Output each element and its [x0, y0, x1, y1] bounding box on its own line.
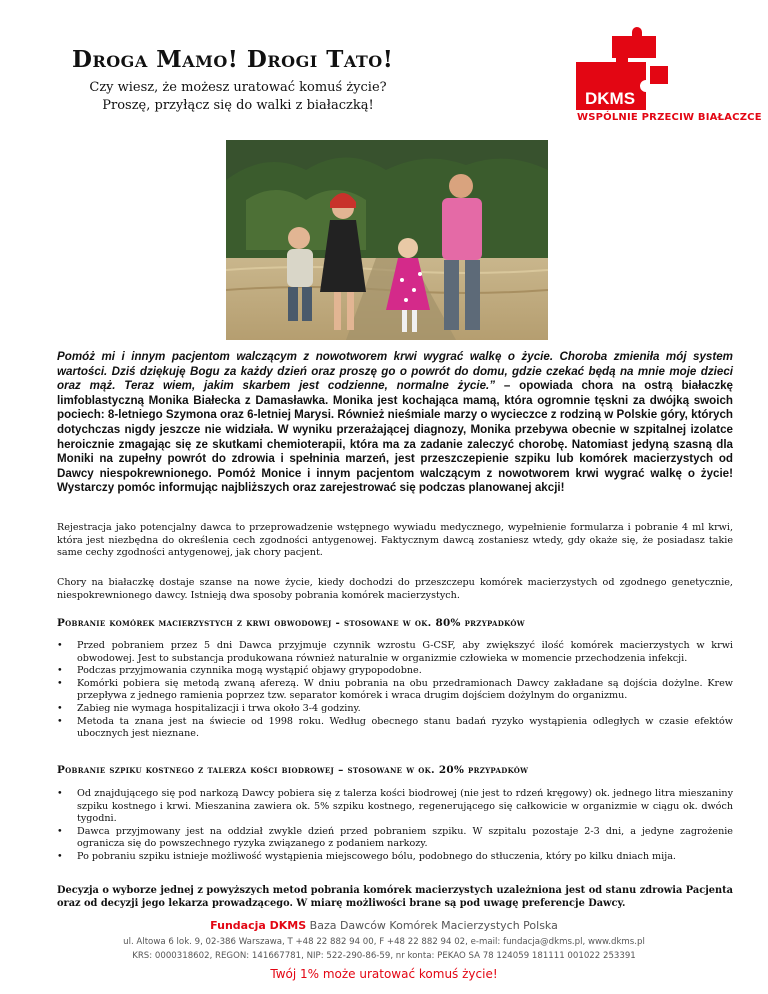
bullet-icon: •: [57, 825, 63, 837]
bullet-icon: •: [57, 677, 63, 689]
list-item: • Dawca przyjmowany jest na oddział zwykle dzień przed pobraniem szpiku. W szpitalu pozostaje 2-3 dni, a jedyne zagrożenie ogranicza się do powszechnego ryzyka związanego z podaniem narkozy.: [57, 825, 733, 850]
list-item: • Po pobraniu szpiku istnieje możliwość wystąpienia miejscowego bólu, podobnego do stłuczenia, który po kilku dniach mija.: [57, 850, 676, 862]
footer-slogan: Twój 1% może uratować komuś życie!: [270, 967, 498, 981]
bullet-icon: •: [57, 702, 63, 714]
footer-organization: [0, 919, 768, 932]
footer-address: ul. Altowa 6 lok. 9, 02-386 Warszawa, T +48 22 882 94 00, F +48 22 882 94 02, e-mail: fundacja@dkms.pl, www.dkms.pl: [123, 937, 645, 947]
bullet-icon: •: [57, 640, 63, 651]
bullet-icon: •: [57, 850, 63, 862]
page-title: Droga Mamo! Drogi Tato!: [72, 46, 394, 73]
footer-registry-ids: KRS: 0000318602, REGON: 141667781, NIP: 522-290-86-59, nr konta: PEKAO SA 78 124059 181111 001022 253391: [132, 951, 636, 961]
list-item: • Przed pobraniem przez 5 dni Dawca przyjmuje czynnik wzrostu G-CSF, aby zwiększyć ilość komórek macierzystych w krwi obwodowej. Jest to substancja produkowana również naturalnie w organizmie człowieka w momencie przechodzenia infekcji.: [57, 640, 733, 664]
bullet-icon: •: [57, 665, 63, 677]
subtitle-question: Czy wiesz, że możesz uratować komuś życie?: [89, 80, 387, 95]
subtitle-appeal: Proszę, przyłącz się do walki z białaczką!: [102, 98, 374, 113]
bullet-icon: •: [57, 715, 63, 727]
bone-marrow-list: [57, 788, 733, 864]
peripheral-blood-list: [57, 640, 733, 741]
list-item: • Komórki pobiera się metodą zwaną aferezą. W dniu pobrania na obu przedramionach Dawcy zakładane są dojścia dożylne. Krew przepływa z jednego ramienia poprzez tzw. separator komórek i wraca drugim dojściem dożylnym do organizmu.: [57, 677, 733, 702]
family-photo: [226, 140, 548, 340]
section-heading-peripheral-blood: Pobranie komórek macierzystych z krwi obwodowej - stosowane w ok. 80% przypadków: [57, 617, 525, 629]
footer-org-name: Fundacja DKMS: [210, 919, 307, 932]
list-item: • Metoda ta znana jest na świecie od 1998 roku. Według obecnego stanu badań ryzyko wystąpienia odległych w czasie efektów ubocznych jest nieznane.: [57, 715, 733, 740]
logo-tagline: WSPÓLNIE PRZECIW BIAŁACZCE: [577, 112, 762, 123]
puzzle-piece-small: [650, 66, 668, 84]
bullet-icon: •: [57, 788, 63, 799]
list-item: • Zabieg nie wymaga hospitalizacji i trwa około 3-4 godziny.: [57, 702, 361, 714]
puzzle-piece-top: [612, 27, 656, 58]
logo-brand: DKMS: [585, 89, 636, 108]
section-heading-bone-marrow: Pobranie szpiku kostnego z talerza kości biodrowej – stosowane w ok. 20% przypadków: [57, 764, 529, 776]
registration-paragraph: Rejestracja jako potencjalny dawca to przeprowadzenie wstępnego wywiadu medycznego, wypełnienie formularza i pobranie 4 ml krwi, która jest niezbędna do określenia cech zgodności antygenowej. Faktycznym dawcą zostaniesz wtedy, gdy okaże się, że posiadasz takie same cechy zgodności antygenowej, jak chory pacjent.: [57, 522, 733, 559]
closing-paragraph: Decyzja o wyborze jednej z powyższych metod pobrania komórek macierzystych uzależniona jest od stanu zdrowia Pacjenta oraz od decyzji jego lekarza prowadzącego. W miarę możliwości brane są pod uwagę preferencje Dawcy.: [57, 885, 733, 909]
chance-paragraph: Chory na białaczkę dostaje szanse na nowe życie, kiedy dochodzi do przeszczepu komórek macierzystych od zgodnego genetycznie, niespokrewnionego dawcy. Istnieją dwa sposoby pobrania komórek macierzystych.: [57, 577, 733, 601]
list-item: • Od znajdującego się pod narkozą Dawcy pobiera się z talerza kości biodrowej (nie jest to rdzeń kręgowy) ok. jednego litra mieszaniny szpiku kostnego i krwi. Mieszanina zawiera ok. 5% szpiku kostnego, regenerującego się całkowicie w organizmie w ciągu ok. dwóch tygodni.: [57, 788, 733, 825]
list-item: • Podczas przyjmowania czynnika mogą wystąpić objawy grypopodobne.: [57, 665, 422, 677]
story-body: – opowiada chora na ostrą białaczkę limfoblastyczną Monika Białecka z Damasławka. Monika jest kochająca mamą, która ogromnie tęskni za dwójką swoich pociech: 8-letniego Szymona oraz 6-letniej Marysi. Również nieśmiale marzy o wycieczce z rodziną w Polskie góry, których dotychczas nigdy jeszcze nie widziała. W wyniku przerażającej diagnozy, Monika przebywa obecnie w szpitalnej izolatce heroicznie zmagając się ze skutkami chemioterapii, która ma za zadanie zaleczyć chorobę. Natomiast jedyną szasną dla Moniki na zupełny powrót do zdrowia i spełninia marzeń, jest przeszczepienie szpiku lub komórek macierzystych od Dawcy niespokrewnionego. Pomóż Monice i innym pacjentom walczącym z nowotworem krwi wygrać walkę o życie! Wystarczy pomóc informując najbliższych oraz zarejestrować się podczas planowanej akcji!: [57, 379, 734, 495]
story-text: [57, 350, 733, 496]
story-quote: Pomóż mi i innym pacjentom walczącym z nowotworem krwi wygrać walkę o życie. Choroba zmieniła mój system wartości. Dziś dziękuję Bogu za każdy dzień oraz proszę go o powrót do domu, gdzie czekać będą na mnie moje dzieci oraz mąż. Teraz wiem, jakim skarbem jest codzienne, normalne życie.”: [57, 350, 733, 393]
footer-org-rest: Baza Dawców Komórek Macierzystych Polska: [306, 919, 558, 932]
